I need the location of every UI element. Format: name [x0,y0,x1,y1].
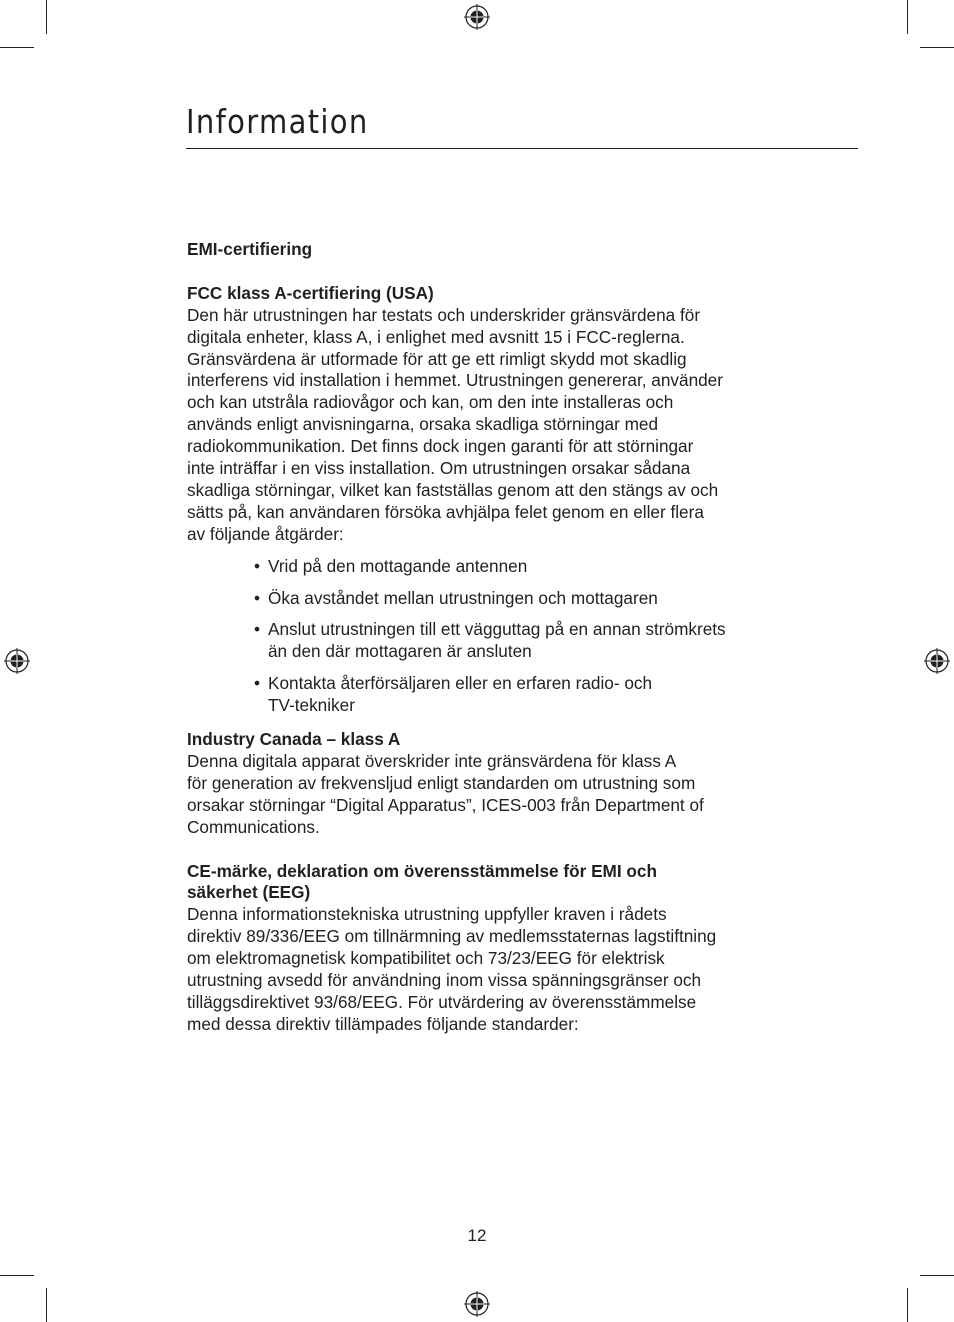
bullet-icon: • [254,619,261,640]
page-number: 12 [467,1226,487,1245]
title-rule [186,148,858,149]
crop-mark [920,1275,954,1276]
section-heading-ce: CE-märke, deklaration om överensstämmelse för EMI och säkerhet (EEG) [187,860,657,903]
main-content [187,239,847,1036]
section-body-industry-canada: Denna digitala apparat överskrider inte gränsvärdena för klass A för generation av frekvensljud enligt standarden om utrustning som orsakar störningar “Digital Apparatus”, ICES-003 från Department of Communications. [187,751,704,837]
registration-mark-icon [464,4,490,30]
crop-mark [907,0,908,34]
list-item: • Vrid på den mottagande antennen [254,555,528,576]
bullet-icon: • [254,555,261,576]
crop-mark [0,1275,34,1276]
bullet-icon: • [254,673,261,694]
crop-mark [0,47,34,48]
section-heading-fcc: FCC klass A-certifiering (USA) [187,282,434,303]
page-title: Information [186,102,369,141]
registration-mark-icon [924,648,950,674]
crop-mark [46,1288,47,1322]
registration-mark-icon [464,1291,490,1317]
list-item: • Kontakta återförsäljaren eller en erfaren radio- och TV-tekniker [254,673,653,716]
section-heading-emi: EMI-certifiering [187,239,313,259]
section-heading-industry-canada: Industry Canada – klass A [187,729,401,750]
list-item: • Öka avståndet mellan utrustningen och mottagaren [254,587,658,608]
fcc-measures-list [187,556,847,717]
list-item: • Anslut utrustningen till ett vägguttag på en annan strömkrets än den där mottagaren är ansluten [254,619,726,662]
crop-mark [907,1288,908,1322]
crop-mark [920,47,954,48]
bullet-icon: • [254,587,261,608]
section-body-fcc: Den här utrustningen har testats och underskrider gränsvärdena för digitala enheter, klass A, i enlighet med avsnitt 15 i FCC-reglerna. Gränsvärdena är utformade för att ge ett rimligt skydd mot skadlig interferens vid installation i hemmet. Utrustningen genererar, använder och kan utstråla radiovågor och kan, om den inte installeras och används enligt anvisningarna, orsaka skadliga störningar med radiokommunikation. Det finns dock ingen garanti för att störningar inte inträffar i en viss installation. Om utrustningen orsakar sådana skadliga störningar, vilket kan fastställas genom att den stängs av och sätts på, kan användaren försöka avhjälpa felet genom en eller flera av följande åtgärder: [187,304,723,544]
crop-mark [46,0,47,34]
registration-mark-icon [4,648,30,674]
section-body-ce: Denna informationstekniska utrustning uppfyller kraven i rådets direktiv 89/336/EEG om tillnärmning av medlemsstaternas lagstiftning om elektromagnetisk kompatibilitet och 73/23/EEG för elektrisk utrustning avsedd för användning inom vissa spänningsgränser och tilläggsdirektivet 93/68/EEG. För utvärdering av överensstämmelse med dessa direktiv tillämpades följande standarder: [187,904,717,1034]
